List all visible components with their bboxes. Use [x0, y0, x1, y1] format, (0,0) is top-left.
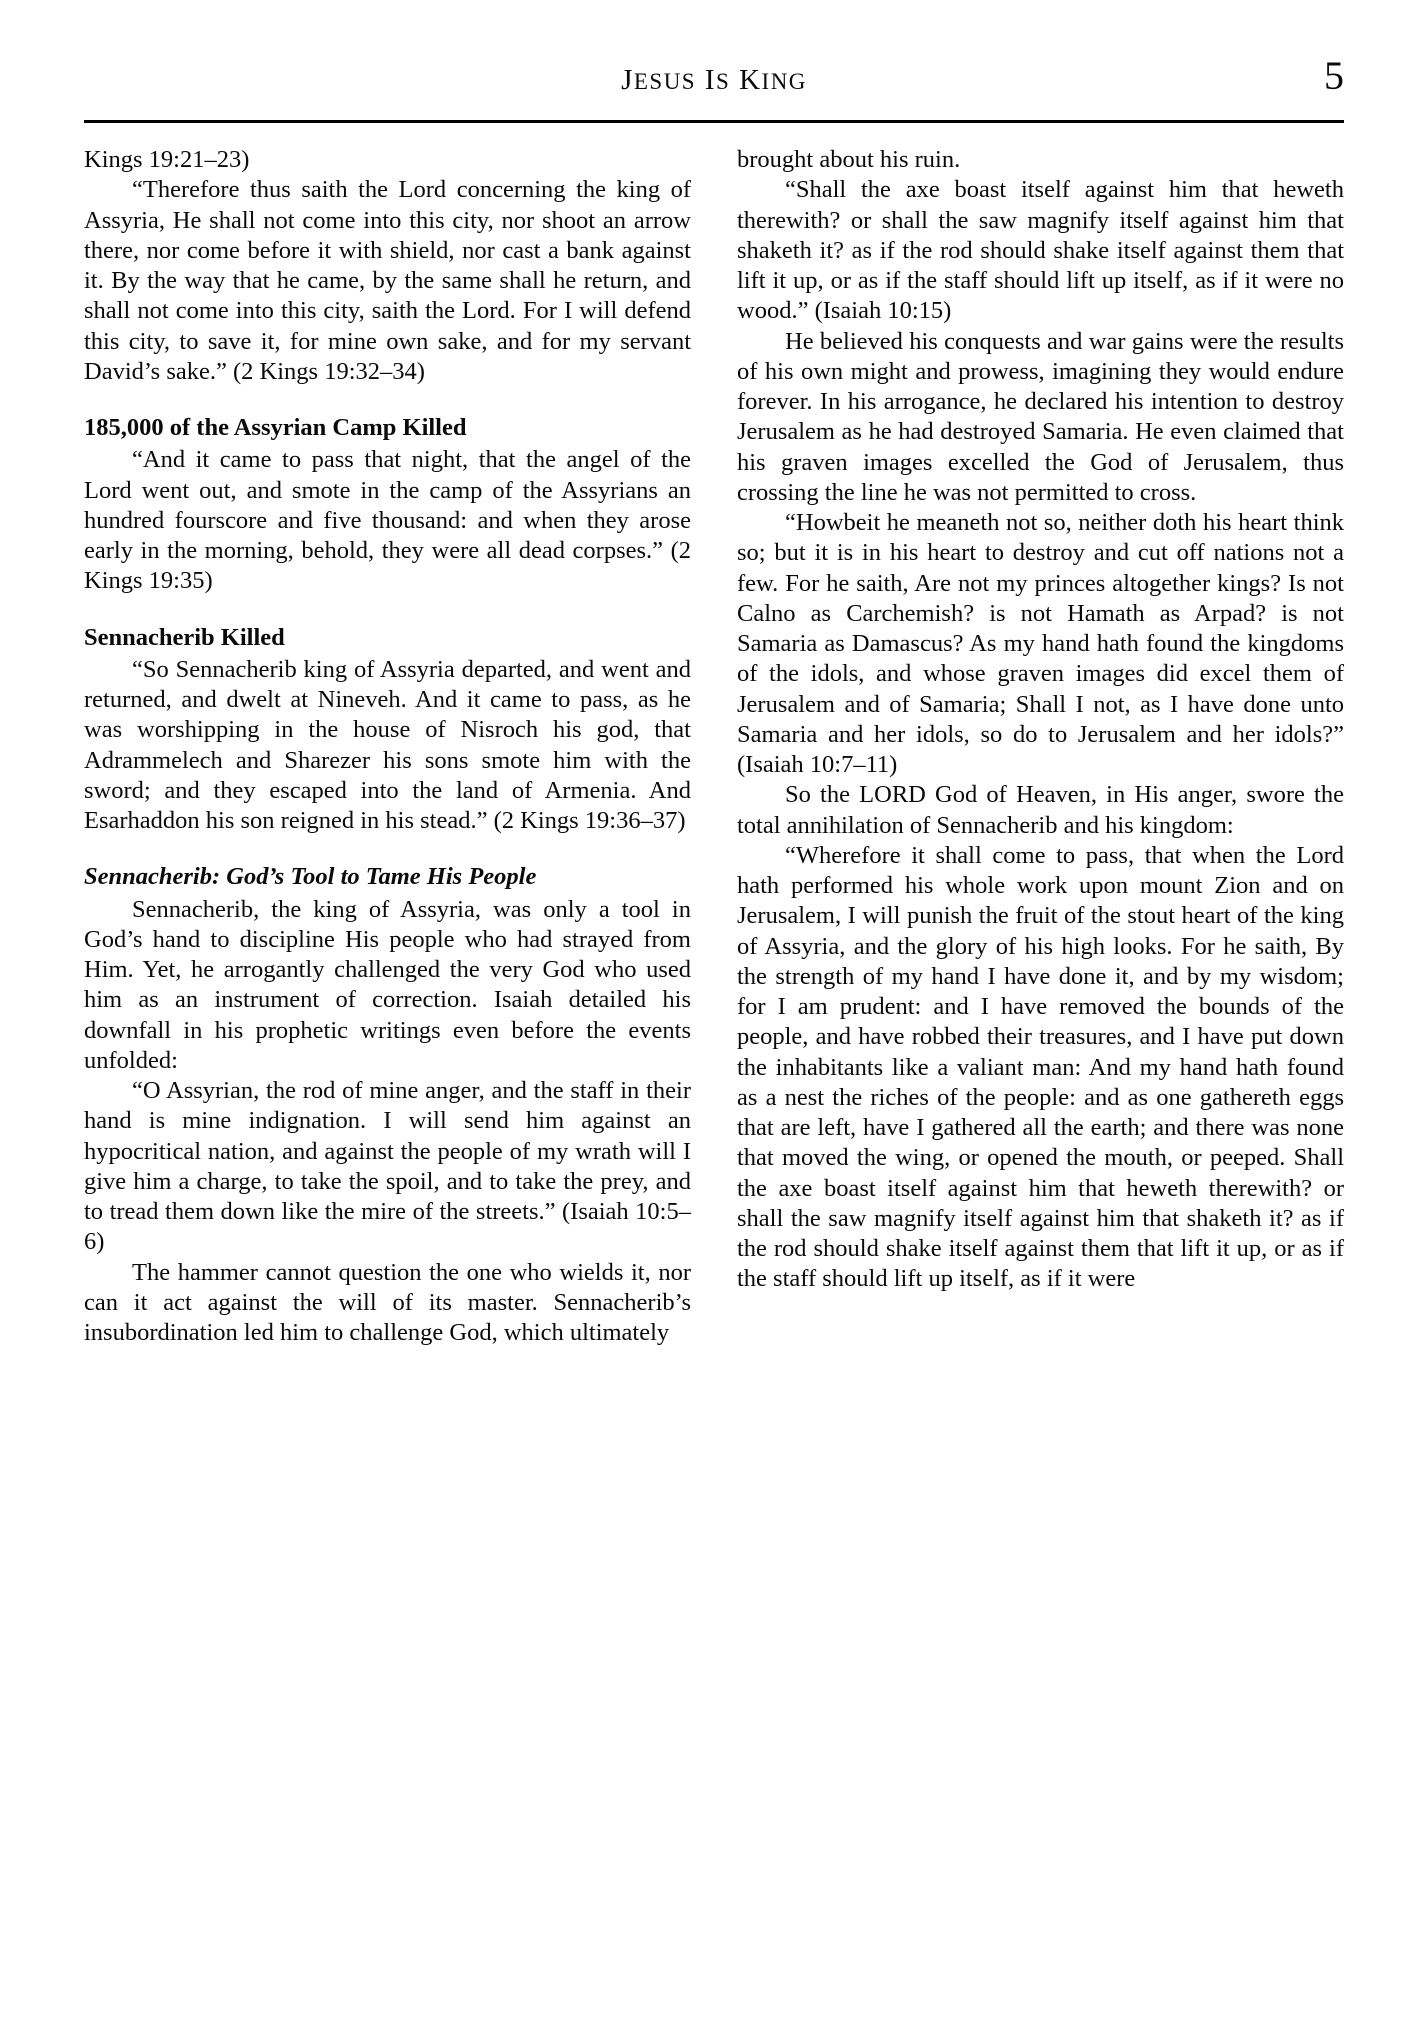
running-head-title-text: JESUS IS KING: [621, 64, 807, 96]
paragraph: “Shall the axe boast itself against him that heweth therewith? or shall the saw magnify itself against him that shaketh it? as if the rod should shake itself against them that lift it up, or as if the staff should lift up itself, as if it were no wood.” (Isaiah 10:15): [737, 176, 1344, 325]
paragraph: “Therefore thus saith the Lord concerning the king of Assyria, He shall not come into this city, nor shoot an arrow there, nor come before it with shield, nor cast a bank against it. By the way that he came, by the same shall he return, and shall not come into this city, saith the Lord. For I will defend this city, to save it, for mine own sake, and for my servant David’s sake.” (2 Kings 19:32–34): [84, 176, 691, 385]
paragraph: “O Assyrian, the rod of mine anger, and the staff in their hand is mine indignation. I will send him against an hypocritical nation, and against the people of my wrath will I give him a charge, to take the spoil, and to take the prey, and to tread them down like the mire of the streets.” (Isaiah 10:5–6): [84, 1077, 691, 1256]
paragraph: Sennacherib, the king of Assyria, was only a tool in God’s hand to discipline His people who had strayed from Him. Yet, he arrogantly challenged the very God who used him as an instrument of correction. Isaiah detailed his downfall in his prophetic writings even before the events unfolded:: [84, 895, 691, 1074]
header-divider: [84, 120, 1344, 123]
paragraph: The hammer cannot question the one who wields it, nor can it act against the will of its master. Sennacherib’s insubordination led him to challenge God, which ultimately: [84, 1258, 691, 1346]
paragraph: brought about his ruin.: [737, 146, 961, 173]
paragraph: “So Sennacherib king of Assyria departed, and went and returned, and dwelt at Nineveh. And it came to pass, as he was worshipping in the house of Nisroch his god, that Adrammelech and Sharezer his sons smote him with the sword; and they escaped into the land of Armenia. And Esarhaddon his son reigned in his stead.” (2 Kings 19:36–37): [84, 655, 691, 834]
section-heading: 185,000 of the Assyrian Camp Killed: [84, 414, 467, 441]
paragraph: “And it came to pass that night, that the angel of the Lord went out, and smote in the camp of the Assyrians an hundred fourscore and five thousand: and when they arose early in the morning, behold, they were all dead corpses.” (2 Kings 19:35): [84, 446, 691, 595]
page-number: 5: [1324, 53, 1344, 98]
left-column: [84, 145, 691, 1935]
paragraph: “Wherefore it shall come to pass, that when the Lord hath performed his whole work upon mount Zion and on Jerusalem, I will punish the fruit of the stout heart of the king of Assyria, and the glory of his high looks. For he saith, By the strength of my hand I have done it, and by my wisdom; for I am prudent: and I have removed the bounds of the people, and have robbed their treasures, and I have put down the inhabitants like a valiant man: And my hand hath found as a nest the riches of the people: and as one gathereth eggs that are left, have I gathered all the earth; and there was none that moved the wing, or opened the mouth, or peeped. Shall the axe boast itself against him that heweth therewith? or shall the saw magnify itself against him that shaketh it? as if the rod should shake itself against them that lift it up, or as if the staff should lift up itself, as if it were: [737, 841, 1344, 1293]
running-head: [84, 53, 1344, 114]
paragraph: “Howbeit he meaneth not so, neither doth his heart think so; but it is in his heart to destroy and cut off nations not a few. For he saith, Are not my princes altogether kings? Is not Calno as Carchemish? is not Hamath as Arpad? is not Samaria as Damascus? As my hand hath found the kingdoms of the idols, and whose graven images did excel them of Jerusalem and of Samaria; Shall I not, as I have done unto Samaria and her idols, so do to Jerusalem and her idols?” (Isaiah 10:7–11): [737, 509, 1344, 778]
running-head-title: [84, 64, 1344, 97]
section-heading: Sennacherib: God’s Tool to Tame His People: [84, 863, 537, 891]
paragraph: He believed his conquests and war gains were the results of his own might and prowess, imagining they would endure forever. In his arrogance, he declared his intention to destroy Jerusalem as he had destroyed Samaria. He even claimed that his graven images excelled the God of Jerusalem, thus crossing the line he was not permitted to cross.: [737, 327, 1344, 506]
paragraph: So the LORD God of Heaven, in His anger, swore the total annihilation of Sennacherib and his kingdom:: [737, 781, 1344, 839]
section-heading: Sennacherib Killed: [84, 623, 285, 651]
two-column-body: [84, 145, 1344, 1935]
paragraph: Kings 19:21–23): [84, 146, 250, 173]
right-column: [737, 145, 1344, 1935]
